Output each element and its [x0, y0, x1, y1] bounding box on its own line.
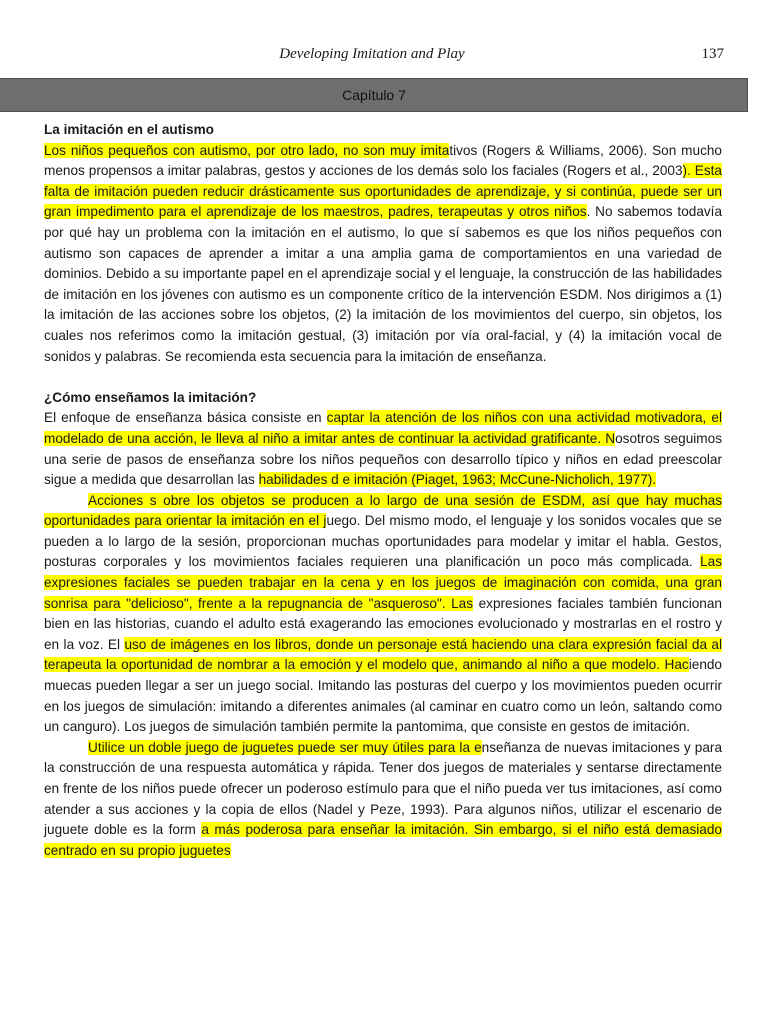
paragraph-text: osotros seguimos una serie de pasos de enseñanza sobre los niños pequeños con desarrollo típico y niños en edad preescolar sigue a medida que desarrollan las	[44, 430, 722, 488]
highlighted-text: a más poderosa para enseñar la imitación. Sin embargo, si el niño está demasiado centrado en su propio juguetes	[44, 822, 722, 858]
highlighted-text: uso de imágenes en los libros, donde un personaje está haciendo una clara expresión facial da al terapeuta la oportunidad de nombrar a la emoción y el modelo que, animando al niño a que modelo. Hac	[44, 636, 723, 673]
document-body	[44, 120, 722, 861]
paragraph-text: iendo muecas pueden llegar a ser un juego social. Imitando las posturas del cuerpo y los movimientos pueden ocurrir en los juegos de simulación: imitando a diferentes animales (al caminar en cuatro como un león, saltando como un canguro). Los juegos de simulación también permite la pantomima, que consiste en gestos de imitación.	[44, 657, 722, 735]
page-number: 137	[701, 46, 724, 62]
highlighted-text: Las expresiones faciales se pueden trabajar en la cena y en los juegos de imaginación con comida, una gran sonrisa para "delicioso", frente a la repugnancia de "asqueroso". Las	[44, 554, 722, 611]
book-title: Developing Imitation and Play	[279, 46, 465, 62]
paragraph-basic-approach	[44, 408, 722, 490]
highlighted-text: ). Esta falta de imitación pueden reducir drásticamente sus oportunidades de aprendizaje, y si continúa, puede ser un gran impedimento para el aprendizaje de los maestros, padres, terapeutas y otros niños	[44, 163, 722, 220]
section-heading-imitation-autism: La imitación en el autismo	[44, 122, 214, 137]
paragraph-text: El enfoque de enseñanza básica consiste en	[44, 410, 327, 426]
highlighted-text: Utilice un doble juego de juguetes puede ser muy útiles para la e	[88, 739, 482, 755]
paragraph-imitation-autism	[44, 141, 722, 368]
highlighted-text: Los niños pequeños con autismo, por otro lado, no son muy imita	[44, 142, 450, 158]
paragraph-double-toys	[44, 738, 722, 862]
chapter-label: Capítulo 7	[342, 87, 406, 103]
highlighted-text: habilidades d e imitación (Piaget, 1963; McCune-Nicholich, 1977).	[258, 472, 657, 488]
paragraph-text: tivos (Rogers & Williams, 2006). Son mucho menos propensos a imitar palabras, gestos y acciones de los demás solo los faciales (Rogers et al., 2003	[44, 142, 722, 179]
paragraph-gap	[44, 367, 722, 388]
paragraph-text: nseñanza de nuevas imitaciones y para la construcción de una respuesta automática y rápida. Tener dos juegos de materiales y sentarse directamente en frente de los niños puede ofrecer un poderoso estímulo para que el niño pueda ver tus imitaciones, así como atender a sus acciones y la copia de ellos (Nadel y Peze, 1993). Para algunos niños, utilizar el escenario de juguete doble es la form	[44, 739, 722, 838]
chapter-bar	[0, 78, 748, 112]
highlighted-text: captar la atención de los niños con una actividad motivadora, el modelado de una acción, le lleva al niño a imitar antes de continuar la actividad gratificante. N	[44, 410, 722, 446]
paragraph-text: expresiones faciales también funcionan bien en las historias, cuando el adulto está exagerando las emociones evolucionado y mostrarlas en el rostro y en la voz. El	[44, 595, 722, 652]
highlighted-text: Acciones s obre los objetos se producen a lo largo de una sesión de ESDM, así que hay muchas oportunidades para orientar la imitación en el j	[44, 492, 722, 529]
paragraph-text: . No sabemos todavía por qué hay un problema con la imitación en el autismo, lo que sí sabemos es que los niños pequeños con autismo son capaces de aprender a imitar a una amplia gama de comportamientos en una variedad de dominios. Debido a su importante papel en el aprendizaje social y el lenguaje, la construcción de las habilidades de imitación en los jóvenes con autismo es un componente crítico de la intervención ESDM. Nos dirigimos a (1) la imitación de las acciones sobre los objetos, (2) la imitación de los movimientos del cuerpo, sin objetos, los cuales nos referimos como la imitación gestual, (3) imitación por vía oral-facial, y (4) la imitación vocal de sonidos y palabras. Se recomienda esta secuencia para la imitación de enseñanza.	[44, 204, 723, 364]
paragraph-text: uego. Del mismo modo, el lenguaje y los sonidos vocales que se pueden a lo largo de la sesión, proporcionan muchas oportunidades para modelar y imitar el habla. Gestos, posturas corporales y los movimientos faciales requieren una planificación un poco más complicada.	[44, 513, 722, 570]
paragraph-actions-objects	[44, 491, 722, 738]
running-head	[0, 44, 768, 68]
section-heading-how-teach: ¿Cómo enseñamos la imitación?	[44, 389, 257, 405]
